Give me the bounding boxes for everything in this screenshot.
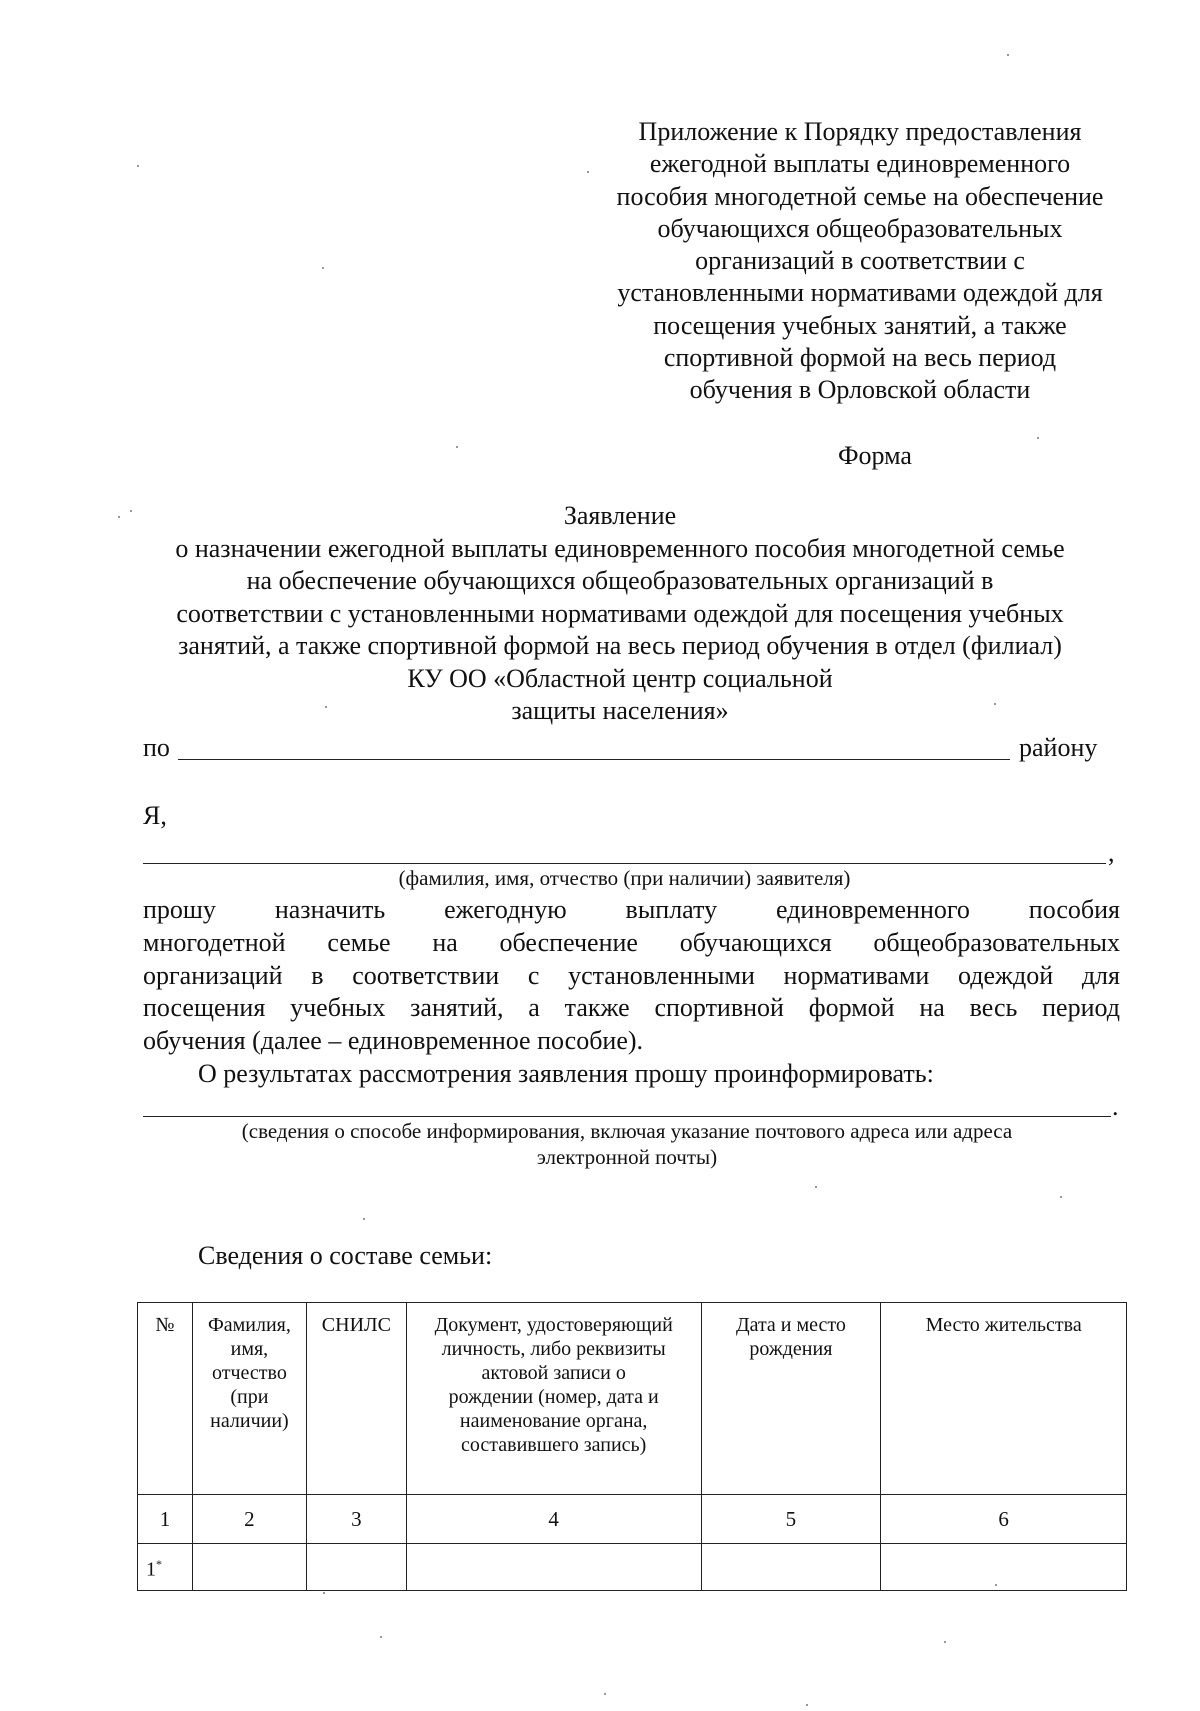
appendix-line: организаций в соответствии с xyxy=(695,246,1025,276)
appendix-line: ежегодной выплаты единовременного xyxy=(649,149,1071,179)
title-line: соответствии с установленными нормативами одеждой для посещения учебных xyxy=(176,598,1064,628)
appendix-line: установленными нормативами одеждой для xyxy=(617,278,1103,308)
scan-speck xyxy=(456,446,458,448)
column-number: 6 xyxy=(881,1495,1127,1544)
scan-speck xyxy=(995,1584,997,1586)
info-method-period: . xyxy=(1112,1092,1119,1121)
column-header-number xyxy=(138,1303,193,1495)
title-line: на обеспечение обучающихся общеобразовательных организаций в xyxy=(246,566,994,595)
caption-line: (сведения о способе информирования, включая указание почтового адреса или адреса xyxy=(241,1119,1013,1143)
header-line: отчество xyxy=(211,1362,287,1384)
header-line: Место жительства xyxy=(925,1314,1082,1336)
scan-speck xyxy=(1060,1196,1062,1198)
header-line: наименование органа, xyxy=(459,1410,648,1432)
table-cell[interactable] xyxy=(881,1544,1127,1591)
header-line: актовой записи о xyxy=(481,1362,626,1384)
column-number: 1 xyxy=(138,1495,193,1544)
district-suffix: району xyxy=(1019,733,1098,762)
header-line: Документ, удостоверяющий xyxy=(434,1314,673,1336)
appendix-line: спортивной формой на весь период xyxy=(663,343,1057,373)
table-cell[interactable] xyxy=(138,1544,193,1591)
table-header-row xyxy=(138,1303,1127,1495)
scan-speck xyxy=(944,1641,946,1643)
appendix-line: обучения в Орловской области xyxy=(689,375,1031,405)
header-line: рождения xyxy=(749,1338,833,1360)
applicant-pronoun: Я, xyxy=(143,801,167,830)
district-input-line[interactable] xyxy=(178,759,1010,760)
title-line: занятий, а также спортивной формой на весь период обучения в отдел (филиал) xyxy=(178,631,1062,660)
header-line: наличии) xyxy=(210,1410,289,1432)
column-number: 2 xyxy=(192,1495,306,1544)
column-header-birth-date-place xyxy=(701,1303,881,1495)
request-paragraph xyxy=(143,894,1120,1058)
info-method-caption xyxy=(143,1118,1111,1170)
title-line: КУ ОО «Областной центр социальной xyxy=(407,663,833,693)
scan-speck xyxy=(1007,54,1009,56)
scan-speck xyxy=(325,706,327,708)
header-line: Дата и место xyxy=(735,1314,846,1336)
appendix-header xyxy=(590,116,1130,407)
appendix-line: посещения учебных занятий, а также xyxy=(653,310,1067,340)
header-line: имя, xyxy=(230,1338,269,1360)
applicant-caption: (фамилия, имя, отчество (при наличии) заявителя) xyxy=(398,866,851,890)
caption-line: электронной почты) xyxy=(536,1145,718,1169)
applicant-name-line[interactable] xyxy=(143,863,1106,864)
result-request-text: О результатах рассмотрения заявления прошу проинформировать: xyxy=(198,1059,934,1088)
scan-speck xyxy=(587,171,589,173)
header-line: рождении (номер, дата и xyxy=(448,1386,659,1408)
header-line: № xyxy=(155,1314,175,1336)
scan-speck xyxy=(137,165,139,167)
scan-speck xyxy=(363,1218,365,1220)
column-header-snils xyxy=(306,1303,406,1495)
column-header-identity-document xyxy=(406,1303,701,1495)
request-line: организаций в соответствии с установленными нормативами одеждой для xyxy=(143,960,1120,990)
scan-speck xyxy=(604,1693,606,1695)
title-line: защиты населения» xyxy=(511,696,729,725)
scan-speck xyxy=(323,1592,325,1594)
info-method-line[interactable] xyxy=(143,1116,1111,1117)
table-row xyxy=(138,1544,1127,1591)
column-number: 3 xyxy=(306,1495,406,1544)
scan-speck xyxy=(380,1636,382,1638)
column-header-full-name xyxy=(192,1303,306,1495)
request-line: посещения учебных занятий, а также спортивной формой на весь период xyxy=(143,993,1120,1023)
footnote-mark: * xyxy=(156,1557,162,1572)
table-cell[interactable] xyxy=(306,1544,406,1591)
form-label: Форма xyxy=(838,441,912,470)
header-line: СНИЛС xyxy=(321,1314,391,1336)
scan-speck xyxy=(118,516,120,518)
column-number: 4 xyxy=(406,1495,701,1544)
column-header-residence xyxy=(881,1303,1127,1495)
scan-speck xyxy=(994,703,996,705)
table-cell[interactable] xyxy=(701,1544,881,1591)
district-line xyxy=(143,732,1113,768)
column-number: 5 xyxy=(701,1495,881,1544)
request-line: прошу назначить ежегодную выплату единовременного пособия xyxy=(143,895,1120,924)
request-line: обучения (далее – единовременное пособие). xyxy=(143,1026,644,1056)
header-line: личность, либо реквизиты xyxy=(441,1338,666,1360)
appendix-line: Приложение к Порядку предоставления xyxy=(638,117,1082,146)
title-heading: Заявление xyxy=(563,501,677,530)
scan-speck xyxy=(322,267,324,269)
scan-speck xyxy=(815,1186,817,1188)
appendix-line: пособия многодетной семье на обеспечение xyxy=(616,181,1104,211)
title-line: о назначении ежегодной выплаты единовременного пособия многодетной семье xyxy=(175,533,1065,563)
header-line: Фамилия, xyxy=(207,1314,291,1336)
request-line: многодетной семье на обеспечение обучающихся общеобразовательных xyxy=(143,927,1120,957)
row-number: 1 xyxy=(146,1558,156,1581)
scan-speck xyxy=(806,1704,808,1706)
family-table xyxy=(137,1302,1127,1591)
scan-speck xyxy=(1037,437,1039,439)
applicant-comma: , xyxy=(1108,838,1115,867)
table-cell[interactable] xyxy=(192,1544,306,1591)
table-cell[interactable] xyxy=(406,1544,701,1591)
family-heading: Сведения о составе семьи: xyxy=(198,1241,493,1270)
header-line: составившего запись) xyxy=(461,1434,647,1456)
district-prefix: по xyxy=(143,733,170,762)
scan-speck xyxy=(130,510,132,512)
document-title xyxy=(120,500,1120,728)
column-number-row xyxy=(138,1495,1127,1544)
header-line: (при xyxy=(230,1386,269,1408)
appendix-line: обучающихся общеобразовательных xyxy=(657,213,1063,243)
